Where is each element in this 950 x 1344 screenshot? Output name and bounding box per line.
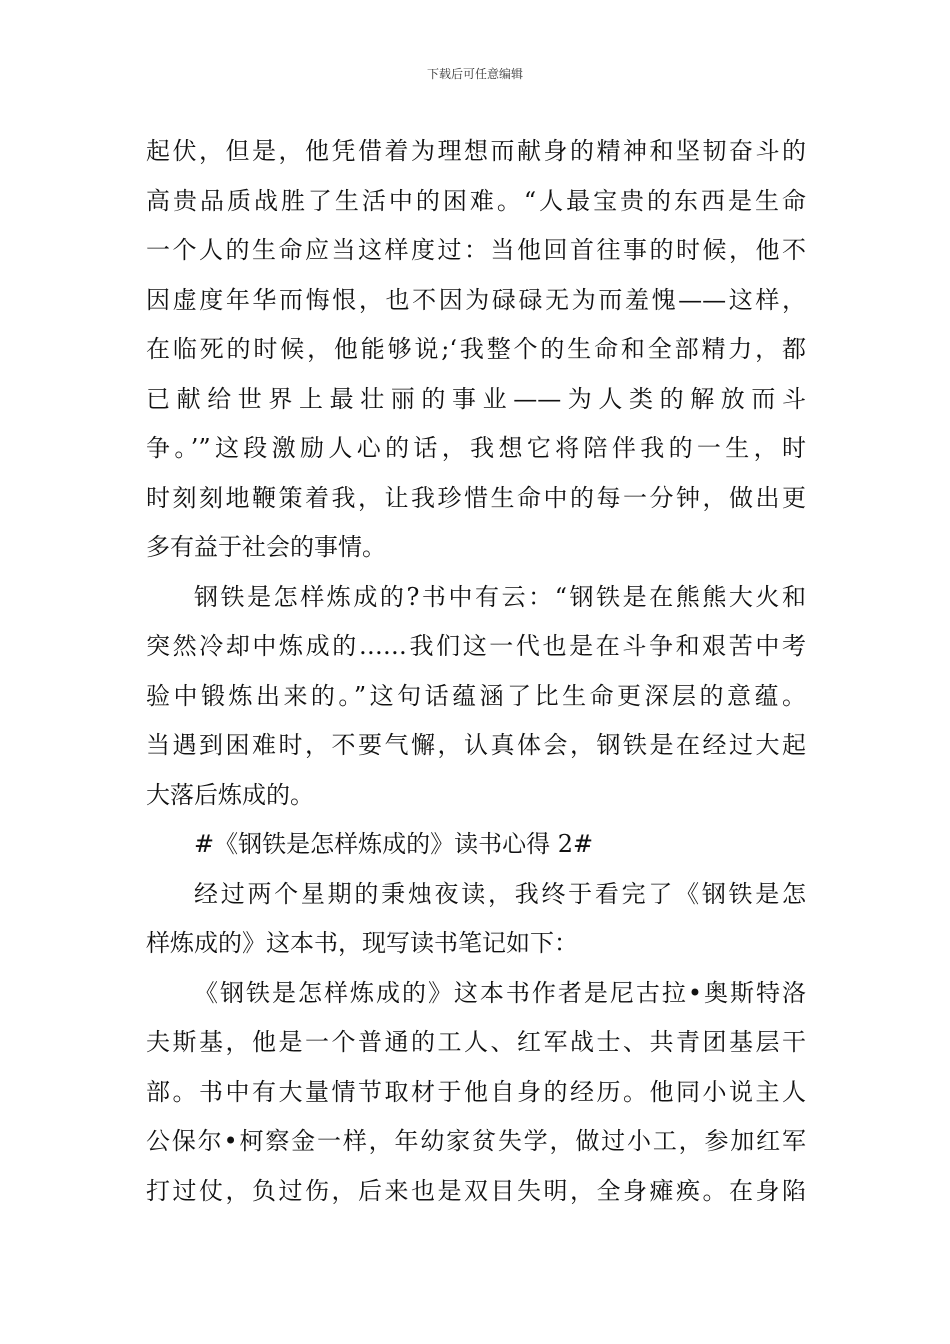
text-line: 多有益于社会的事情。 [146,533,386,561]
text-line: 当遇到困难时，不要气懈，认真体会，钢铁是在经过大起 [146,731,806,759]
text-line: 公保尔•柯察金一样，年幼家贫失学，做过小工，参加红军 [146,1127,806,1155]
text-line: 大落后炼成的。 [146,780,314,809]
page-header: 下载后可任意编辑 [426,67,523,81]
text-line: #《钢铁是怎样炼成的》读书心得 2# [194,830,594,858]
text-line: 起伏，但是，他凭借着为理想而献身的精神和坚韧奋斗的 [146,137,806,165]
text-line: 经过两个星期的秉烛夜读，我终于看完了《钢铁是怎 [194,879,806,908]
text-line: 已献给世界上最壮丽的事业——为人类的解放而斗 [146,384,806,413]
text-line: 部。书中有大量情节取材于他自身的经历。他同小说主人 [146,1077,806,1106]
text-line: 因虚度年华而悔恨，也不因为碌碌无为而羞愧——这样， [146,285,806,314]
text-line: 《钢铁是怎样炼成的》这本书作者是尼古拉•奥斯特洛 [194,978,806,1007]
text-line: 争。’”这段激励人心的话，我想它将陪伴我的一生，时 [146,434,806,462]
text-line: 钢铁是怎样炼成的?书中有云：“钢铁是在熊熊大火和 [194,582,806,611]
text-line: 打过仗，负过伤，后来也是双目失明，全身瘫痪。在身陷 [146,1176,806,1205]
text-line: 样炼成的》这本书，现写读书笔记如下： [146,929,578,957]
text-line: 一个人的生命应当这样度过：当他回首往事的时候，他不 [146,236,806,264]
text-line: 突然冷却中炼成的……我们这一代也是在斗争和艰苦中考 [146,632,806,660]
text-line: 验中锻炼出来的。”这句话蕴涵了比生命更深层的意蕴。 [146,681,806,710]
text-line: 时刻刻地鞭策着我，让我珍惜生命中的每一分钟，做出更 [146,483,806,512]
text-line: 高贵品质战胜了生活中的困难。“人最宝贵的东西是生命 [146,186,806,215]
text-line: 夫斯基，他是一个普通的工人、红军战士、共青团基层干 [146,1028,806,1056]
text-line: 在临死的时候，他能够说;‘我整个的生命和全部精力，都 [146,335,806,363]
document-body [146,127,806,1216]
